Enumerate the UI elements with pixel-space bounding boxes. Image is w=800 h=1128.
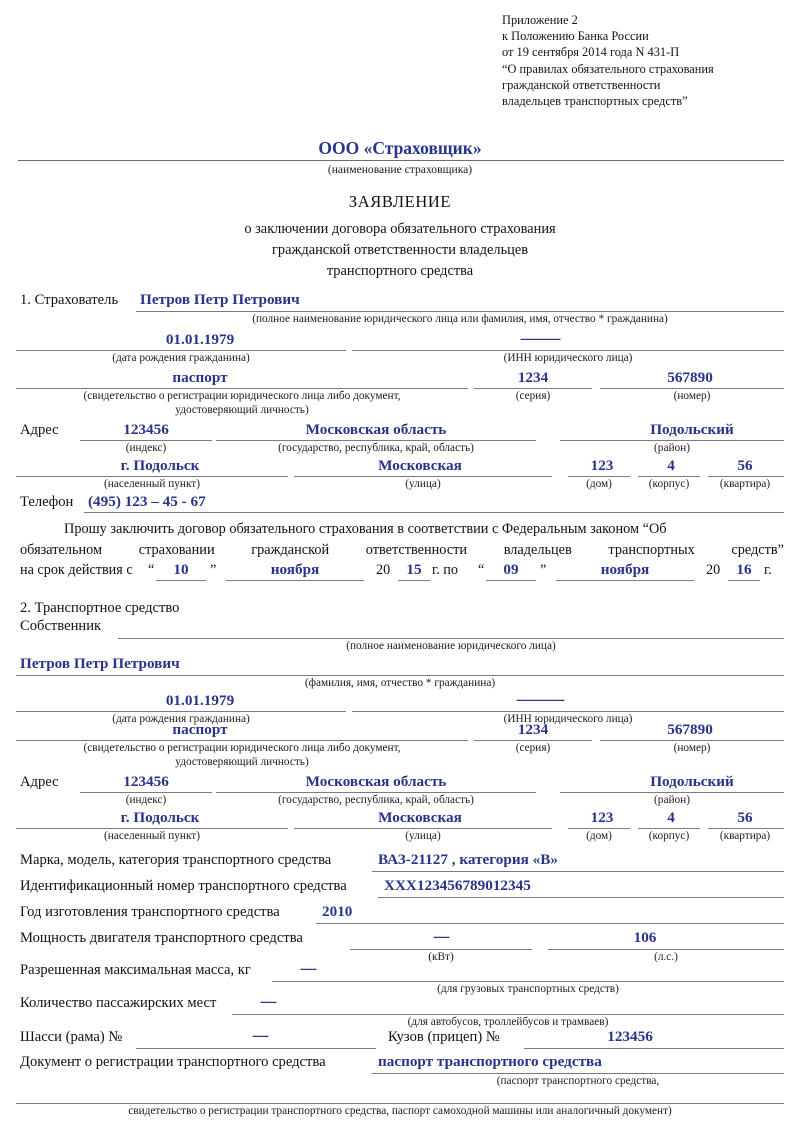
- policyholder-street-rule: [294, 476, 552, 477]
- header-line-1: Приложение 2: [502, 13, 578, 27]
- vehicle-power-hp-rule: [548, 949, 784, 950]
- owner-name-caption: (фамилия, имя, отчество * гражданина): [304, 677, 496, 689]
- policyholder-series-caption: (серия): [515, 390, 551, 402]
- policyholder-city-value[interactable]: г. Подольск: [120, 457, 200, 474]
- policyholder-phone-label: Телефон: [20, 494, 74, 510]
- owner-house-rule: [568, 828, 630, 829]
- owner-doc-rule: [16, 740, 468, 741]
- owner-building-caption: (корпус): [648, 830, 690, 842]
- header-line-3: от 19 сентября 2014 года N 431-П: [502, 45, 680, 60]
- owner-birth-rule: [16, 711, 346, 712]
- vehicle-make-value[interactable]: ВАЗ-21127 , категория «В»: [378, 851, 558, 868]
- owner-district-caption: (район): [654, 794, 690, 806]
- vehicle-regdoc-rule: [372, 1073, 784, 1074]
- policyholder-flat-value[interactable]: 56: [737, 457, 753, 474]
- policyholder-index-caption: (индекс): [125, 442, 167, 454]
- owner-series-value[interactable]: 1234: [517, 721, 549, 738]
- section1-heading: 1. Страхователь: [20, 292, 119, 308]
- policyholder-number-value[interactable]: 567890: [667, 369, 713, 386]
- owner-index-caption: (индекс): [125, 794, 167, 806]
- vehicle-year-value[interactable]: 2010: [322, 903, 353, 920]
- document-header-reference: [502, 12, 792, 109]
- header-line-4: “О правилах обязательного страхования: [502, 61, 714, 76]
- owner-flat-value[interactable]: 56: [737, 809, 753, 826]
- term-to-year-value[interactable]: 16: [736, 561, 752, 578]
- request-paragraph-line-2: обязательном страховании гражданской ответственности владельцев транспортных средств”: [20, 542, 784, 558]
- vehicle-vin-value[interactable]: XXX123456789012345: [384, 877, 531, 894]
- vehicle-power-kw-caption: (кВт): [428, 951, 454, 963]
- vehicle-seats-value[interactable]: ----: [260, 994, 276, 1010]
- policyholder-index-value[interactable]: 123456: [123, 421, 169, 438]
- policyholder-name-rule: [136, 311, 784, 312]
- owner-doc-value[interactable]: паспорт: [172, 721, 228, 738]
- owner-flat-caption: (квартира): [719, 830, 771, 842]
- policyholder-district-caption: (район): [654, 442, 690, 454]
- page-title: ЗАЯВЛЕНИЕ: [348, 192, 452, 211]
- owner-house-caption: (дом): [586, 830, 612, 842]
- term-from-month-value[interactable]: ноября: [270, 561, 320, 578]
- policyholder-district-value[interactable]: Подольский: [650, 421, 734, 438]
- request-paragraph-line-1: Прошу заключить договор обязательного страхования в соответствии с Федеральным законом “Об: [64, 521, 667, 537]
- term-from-year-value[interactable]: 15: [406, 561, 422, 578]
- policyholder-city-caption: (населенный пункт): [104, 478, 200, 490]
- term-to-year-rule: [728, 580, 760, 581]
- policyholder-street-value[interactable]: Московская: [378, 457, 462, 474]
- vehicle-year-label: Год изготовления транспортного средства: [20, 904, 280, 920]
- owner-entity-rule: [118, 638, 784, 639]
- vehicle-regdoc-label: Документ о регистрации транспортного средства: [20, 1054, 326, 1070]
- owner-district-rule: [560, 792, 784, 793]
- request-term-prefix: на срок действия с: [20, 562, 133, 578]
- policyholder-name-caption: (полное наименование юридического лица или фамилия, имя, отчество * гражданина): [252, 313, 668, 325]
- owner-number-rule: [600, 740, 784, 741]
- quote-close-1: ”: [210, 562, 217, 578]
- vehicle-body-label: Кузов (прицеп) №: [388, 1029, 500, 1045]
- policyholder-doc-rule: [16, 388, 468, 389]
- policyholder-address-label: Адрес: [20, 422, 59, 438]
- policyholder-doc-value[interactable]: паспорт: [172, 369, 228, 386]
- owner-birth-value[interactable]: 01.01.1979: [165, 692, 235, 709]
- owner-inn-value[interactable]: ------------: [516, 692, 564, 708]
- policyholder-house-value[interactable]: 123: [590, 457, 614, 474]
- term-to-month-value[interactable]: ноября: [600, 561, 650, 578]
- policyholder-index-rule: [80, 440, 212, 441]
- vehicle-power-label: Мощность двигателя транспортного средства: [20, 930, 303, 946]
- policyholder-inn-value[interactable]: ----------: [520, 331, 560, 347]
- quote-close-2: ”: [540, 562, 547, 578]
- policyholder-house-caption: (дом): [586, 478, 612, 490]
- policyholder-series-value[interactable]: 1234: [517, 369, 549, 386]
- vehicle-make-rule: [372, 871, 784, 872]
- page-subtitle-line-1: о заключении договора обязательного страхования: [244, 221, 556, 237]
- owner-district-value[interactable]: Подольский: [650, 773, 734, 790]
- vehicle-mass-caption: (для грузовых транспортных средств): [437, 983, 619, 995]
- policyholder-phone-value[interactable]: (495) 123 – 45 - 67: [88, 493, 206, 510]
- policyholder-district-rule: [560, 440, 784, 441]
- term-to-month-rule: [556, 580, 694, 581]
- page-subtitle-line-3: транспортного средства: [326, 263, 474, 279]
- policyholder-birth-caption: (дата рождения гражданина): [112, 352, 250, 364]
- policyholder-building-caption: (корпус): [648, 478, 690, 490]
- owner-series-caption: (серия): [515, 742, 551, 754]
- insurer-name: ООО «Страховщик»: [318, 138, 482, 158]
- owner-region-value[interactable]: Московская область: [305, 773, 447, 790]
- owner-label: Собственник: [20, 618, 102, 634]
- vehicle-year-rule: [316, 923, 784, 924]
- policyholder-building-value[interactable]: 4: [667, 457, 675, 474]
- owner-inn-caption: (ИНН юридического лица): [503, 713, 633, 725]
- owner-index-value[interactable]: 123456: [123, 773, 169, 790]
- policyholder-inn-caption: (ИНН юридического лица): [503, 352, 633, 364]
- policyholder-house-rule: [568, 476, 630, 477]
- vehicle-power-hp-caption: (л.с.): [654, 951, 678, 963]
- term-middle-text: г. по: [432, 562, 458, 578]
- owner-number-caption: (номер): [673, 742, 711, 754]
- header-line-2: к Положению Банка России: [502, 29, 649, 44]
- term-to-day-value[interactable]: 09: [503, 561, 519, 578]
- owner-street-caption: (улица): [405, 830, 441, 842]
- policyholder-number-rule: [600, 388, 784, 389]
- vehicle-mass-value[interactable]: ----: [300, 961, 316, 977]
- owner-entity-caption: (полное наименование юридического лица): [346, 640, 556, 652]
- owner-house-value[interactable]: 123: [590, 809, 614, 826]
- policyholder-building-rule: [638, 476, 700, 477]
- insurer-name-rule: [18, 160, 784, 161]
- term-to-day-rule: [486, 580, 536, 581]
- page-subtitle-line-2: гражданской ответственности владельцев: [271, 242, 529, 258]
- policyholder-flat-rule: [708, 476, 784, 477]
- header-line-6: владельцев транспортных средств”: [502, 94, 688, 109]
- vehicle-seats-label: Количество пассажирских мест: [20, 995, 217, 1011]
- vehicle-chassis-label: Шасси (рама) №: [20, 1029, 123, 1045]
- owner-flat-rule: [708, 828, 784, 829]
- term-year-prefix-2: 20: [706, 562, 721, 578]
- owner-birth-caption: (дата рождения гражданина): [112, 713, 250, 725]
- policyholder-doc-caption-2: удостоверяющий личность): [175, 404, 309, 416]
- owner-doc-caption-2: удостоверяющий личность): [175, 756, 309, 768]
- vehicle-regdoc-value[interactable]: паспорт транспортного средства: [378, 1053, 602, 1070]
- owner-city-value[interactable]: г. Подольск: [120, 809, 200, 826]
- vehicle-mass-rule: [272, 981, 784, 982]
- vehicle-power-kw-rule: [350, 949, 532, 950]
- owner-index-rule: [80, 792, 212, 793]
- policyholder-doc-caption-1: (свидетельство о регистрации юридического лица либо документ,: [83, 390, 401, 402]
- vehicle-regdoc-caption-1: (паспорт транспортного средства,: [496, 1075, 660, 1087]
- policyholder-inn-rule: [352, 350, 784, 351]
- policyholder-number-caption: (номер): [673, 390, 711, 402]
- vehicle-vin-rule: [378, 897, 784, 898]
- owner-number-value[interactable]: 567890: [667, 721, 713, 738]
- owner-street-rule: [294, 828, 552, 829]
- vehicle-body-rule: [524, 1048, 784, 1049]
- owner-building-rule: [638, 828, 700, 829]
- policyholder-street-caption: (улица): [405, 478, 441, 490]
- vehicle-regdoc-caption-2: свидетельство о регистрации транспортного средства, паспорт самоходной машины или аналогичный документ): [128, 1105, 672, 1117]
- owner-building-value[interactable]: 4: [667, 809, 675, 826]
- owner-city-rule: [16, 828, 288, 829]
- insurer-name-caption: (наименование страховщика): [327, 163, 473, 176]
- policyholder-birth-value[interactable]: 01.01.1979: [165, 331, 235, 348]
- term-year-prefix-1: 20: [376, 562, 391, 578]
- policyholder-city-rule: [16, 476, 288, 477]
- policyholder-series-rule: [474, 388, 592, 389]
- vehicle-body-value[interactable]: 123456: [607, 1028, 653, 1045]
- policyholder-region-rule: [216, 440, 536, 441]
- vehicle-power-kw-value[interactable]: ----: [433, 929, 449, 945]
- policyholder-birth-rule: [16, 350, 346, 351]
- vehicle-make-label: Марка, модель, категория транспортного средства: [20, 852, 332, 868]
- vehicle-vin-label: Идентификационный номер транспортного средства: [20, 878, 347, 894]
- vehicle-seats-caption: (для автобусов, троллейбусов и трамваев): [407, 1016, 609, 1028]
- vehicle-power-hp-value[interactable]: 106: [633, 929, 657, 946]
- term-from-day-value[interactable]: 10: [173, 561, 189, 578]
- quote-open-1: “: [148, 562, 155, 578]
- owner-name-rule: [16, 675, 784, 676]
- vehicle-chassis-value[interactable]: ----: [252, 1028, 268, 1044]
- owner-street-value[interactable]: Московская: [378, 809, 462, 826]
- policyholder-phone-rule: [84, 512, 784, 513]
- vehicle-mass-label: Разрешенная максимальная масса, кг: [20, 962, 251, 978]
- owner-region-caption: (государство, республика, край, область): [278, 794, 474, 806]
- owner-city-caption: (населенный пункт): [104, 830, 200, 842]
- term-from-day-rule: [156, 580, 206, 581]
- owner-doc-caption-1: (свидетельство о регистрации юридического лица либо документ,: [83, 742, 401, 754]
- owner-region-rule: [216, 792, 536, 793]
- owner-series-rule: [474, 740, 592, 741]
- policyholder-region-value[interactable]: Московская область: [305, 421, 447, 438]
- policyholder-region-caption: (государство, республика, край, область): [278, 442, 474, 454]
- owner-inn-rule: [352, 711, 784, 712]
- vehicle-chassis-rule: [136, 1048, 376, 1049]
- term-from-year-rule: [398, 580, 430, 581]
- owner-name-value[interactable]: Петров Петр Петрович: [20, 655, 180, 672]
- term-from-month-rule: [226, 580, 364, 581]
- policyholder-flat-caption: (квартира): [719, 478, 771, 490]
- policyholder-name-value[interactable]: Петров Петр Петрович: [140, 291, 300, 308]
- vehicle-regdoc-bottom-rule: [16, 1103, 784, 1104]
- vehicle-seats-rule: [232, 1014, 784, 1015]
- term-suffix: г.: [764, 562, 772, 578]
- section2-heading: 2. Транспортное средство: [20, 600, 180, 616]
- quote-open-2: “: [478, 562, 485, 578]
- header-line-5: гражданской ответственности: [502, 77, 661, 92]
- owner-address-label: Адрес: [20, 774, 59, 790]
